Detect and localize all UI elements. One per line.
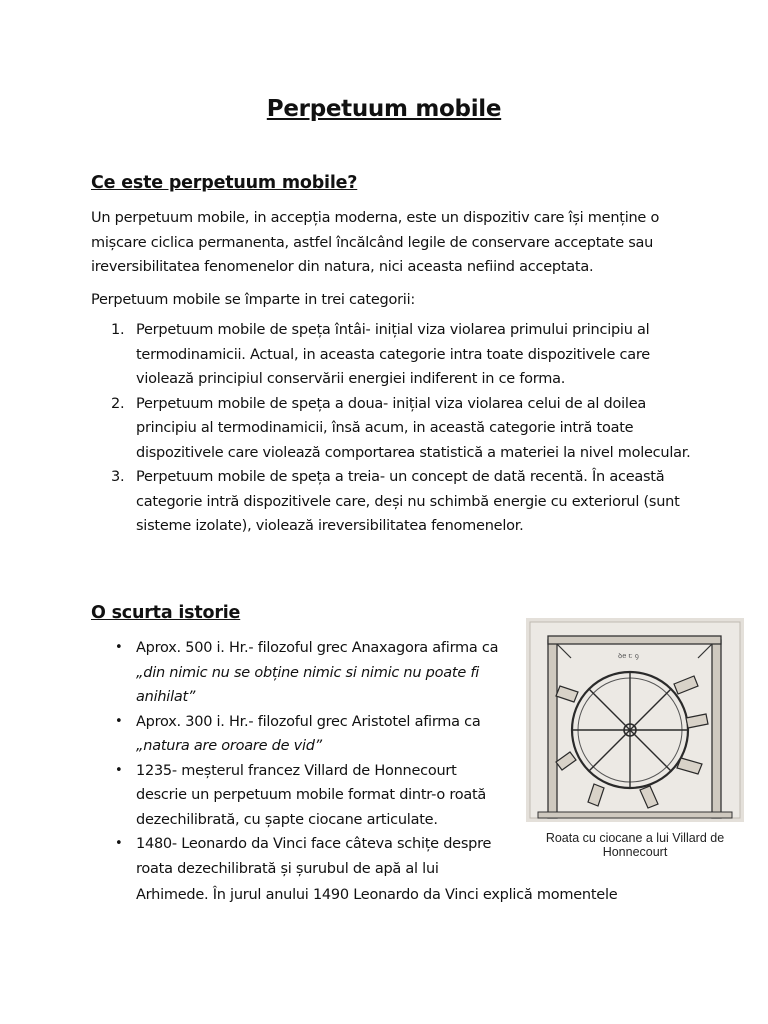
list-item-quote: „natura are oroare de vid”: [136, 738, 322, 754]
list-item: [91, 759, 511, 833]
categories-intro: Perpetuum mobile se împarte in trei categorii:: [91, 292, 415, 308]
list-item-text: 1480- Leonardo da Vinci face câteva schițe despre roata dezechilibrată și șurubul de apă al lui: [136, 836, 492, 877]
list-item-text: Aprox. 500 i. Hr.- filozoful grec Anaxagora afirma ca: [136, 640, 499, 656]
list-item-text: 1235- meșterul francez Villard de Honnecourt descrie un perpetuum mobile format dintr-o roată dezechilibrată, cu șapte ciocane articulate.: [136, 762, 487, 828]
list-item: [91, 465, 691, 539]
svg-text:ꝺe ꞇ ꝯ: ꝺe ꞇ ꝯ: [618, 652, 639, 660]
bullet: •: [115, 713, 123, 729]
section-heading-definition: Ce este perpetuum mobile?: [91, 173, 358, 193]
history-list: [91, 636, 511, 881]
list-item-quote: „din nimic nu se obține nimic si nimic nu poate fi anihilat”: [136, 664, 479, 705]
list-number: 1.: [111, 322, 125, 338]
list-item: [91, 710, 511, 759]
bullet: •: [115, 836, 123, 851]
list-item-text: Perpetuum mobile de speța a treia- un concept de dată recentă. În această categorie intră dispozitivele care, deși nu schimbă energie cu exteriorul (sunt sisteme izolate), violează ireversibilitatea fenomenelor.: [136, 469, 680, 534]
overbalanced-wheel-drawing-icon: [526, 618, 744, 822]
list-item-text: Aprox. 300 i. Hr.- filozoful grec Aristotel afirma ca: [136, 713, 481, 730]
list-item-text: Perpetuum mobile de speța a doua- inițial viza violarea celui de al doilea principiu al termodinamicii, însă acum, in această categorie intră toate dispozitivele care violează comportarea statistică a materiei la nivel molecular.: [136, 395, 691, 461]
intro-paragraph: [91, 206, 691, 280]
categories-list: [91, 318, 691, 539]
list-number: 2.: [111, 395, 125, 412]
page-title: Perpetuum mobile: [266, 96, 502, 122]
intro-text: Un perpetuum mobile, in accepția moderna, este un dispozitiv care își menține o mișcare ciclica permanenta, astfel încălcând legile de conservare acceptate sau ireversibilitatea fenomenelor din natura, nici aceasta nefiind acceptata.: [91, 210, 660, 275]
list-item: [91, 636, 511, 710]
bullet: •: [115, 640, 123, 655]
list-item: [91, 832, 511, 881]
figure-caption: Roata cu ciocane a lui Villard de Honnecourt: [545, 831, 725, 859]
section-heading-history: O scurta istorie: [91, 603, 241, 623]
list-item: [91, 318, 691, 392]
history-continuation: Arhimede. În jurul anului 1490 Leonardo da Vinci explică momentele: [136, 887, 618, 903]
list-item-text: Perpetuum mobile de speța întâi- inițial viza violarea primului principiu al termodinamicii. Actual, in aceasta categorie intra toate dispozitivele care violează principiul conservării energiei indiferent in ce forma.: [136, 322, 650, 387]
list-item: [91, 392, 691, 466]
list-number: 3.: [111, 469, 125, 485]
bullet: •: [115, 762, 123, 778]
